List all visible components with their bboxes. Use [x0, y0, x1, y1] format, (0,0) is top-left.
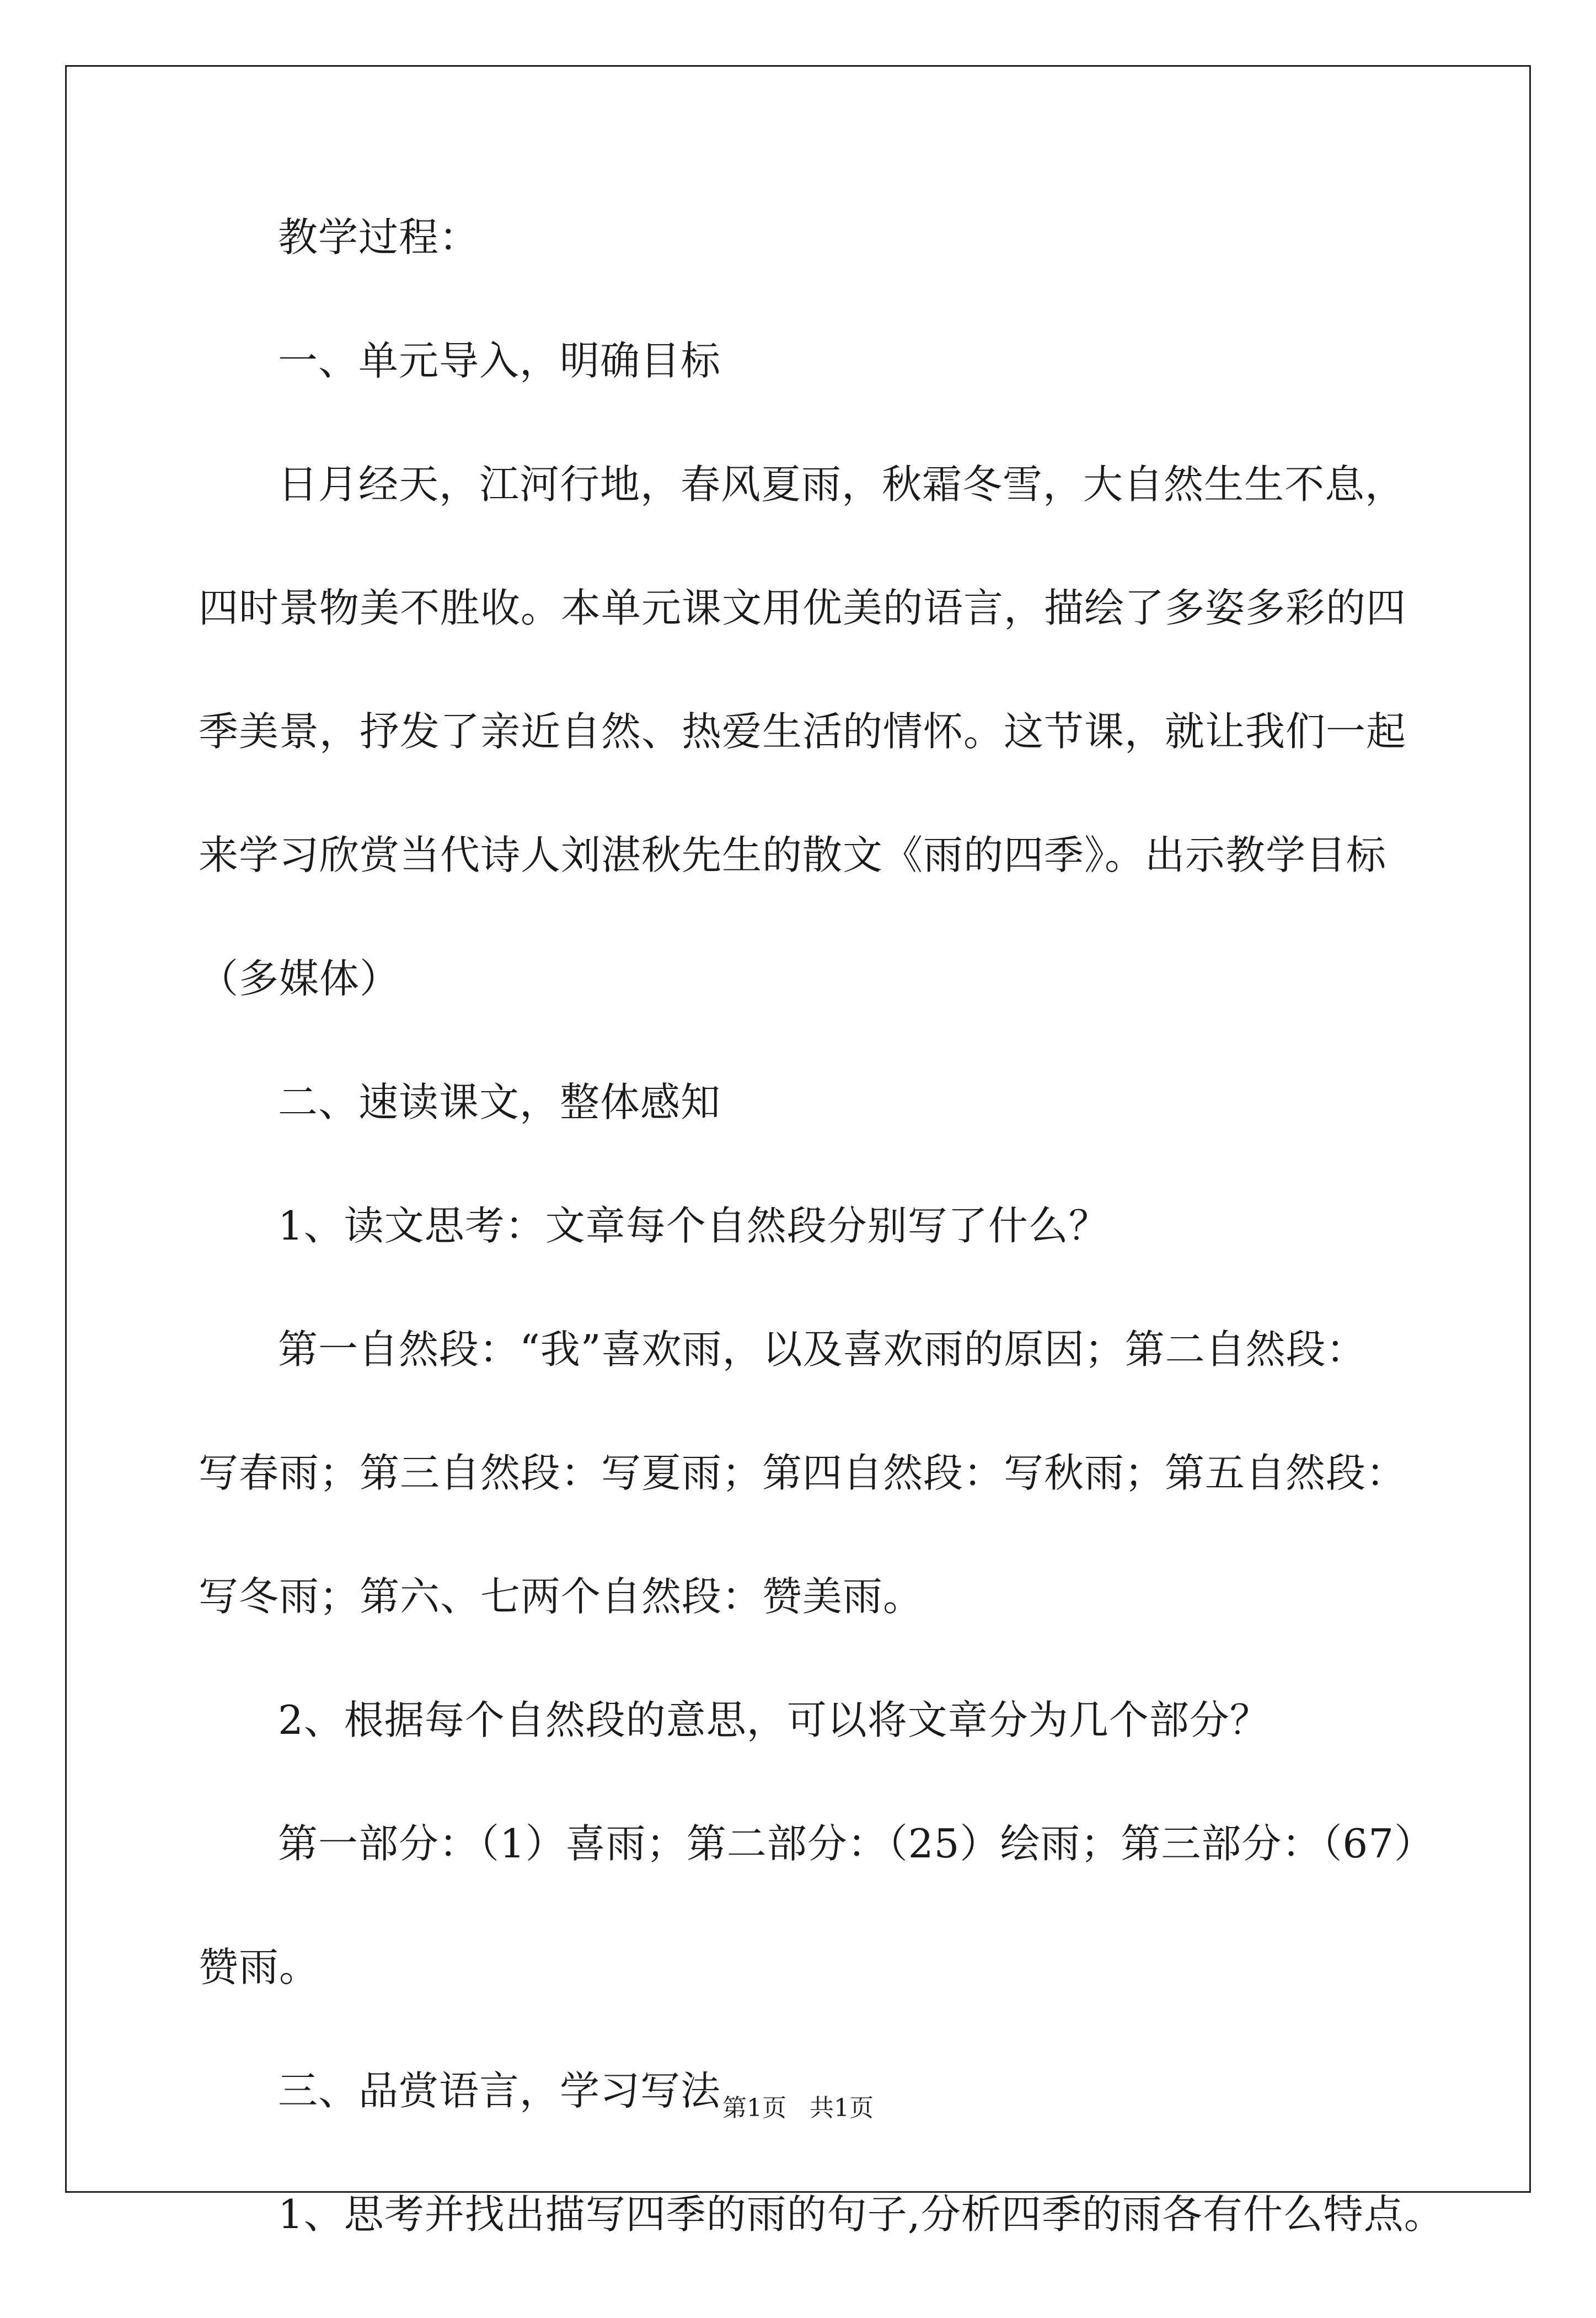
text-line: 日月经天，江河行地，春风夏雨，秋霜冬雪，大自然生生不息， — [278, 461, 1406, 508]
page-footer — [0, 2095, 1596, 2122]
text-line: （多媒体） — [199, 955, 400, 1002]
text-line: 写冬雨；第六、七两个自然段：赞美雨。 — [199, 1573, 924, 1620]
text-line: 教学过程： — [278, 214, 480, 260]
text-line: 1、读文思考：文章每个自然段分别写了什么？ — [278, 1203, 1109, 1249]
text-line: 1、思考并找出描写四季的雨的句子,分析四季的雨各有什么特点。 — [278, 2191, 1444, 2237]
text-line: 来学习欣赏当代诗人刘湛秋先生的散文《雨的四季》。出示教学目标 — [199, 832, 1387, 878]
text-line: 季美景，抒发了亲近自然、热爱生活的情怀。这节课，就让我们一起 — [199, 708, 1407, 755]
section-heading-intro — [199, 338, 1406, 384]
text-line: 第一部分：（1）喜雨；第二部分：（25）绘雨；第三部分：（67） — [278, 1820, 1435, 1867]
question-3 — [199, 2191, 1444, 2237]
section-heading-process — [199, 214, 1406, 260]
page-number-total: 共1页 — [810, 2094, 874, 2122]
paragraph-intro — [199, 461, 1407, 1002]
text-line: 写春雨；第三自然段：写夏雨；第四自然段：写秋雨；第五自然段： — [199, 1450, 1407, 1496]
text-line: 一、单元导入，明确目标 — [278, 338, 721, 384]
text-line: 二、速读课文，整体感知 — [278, 1079, 721, 1125]
section-heading-reading — [199, 1079, 1406, 1125]
page-number-current: 第1页 — [722, 2094, 786, 2122]
question-2 — [199, 1697, 1406, 1743]
document-body — [199, 214, 1444, 2318]
text-line: 赞雨。 — [199, 1944, 320, 1990]
text-line: 四时景物美不胜收。本单元课文用优美的语言，描绘了多姿多彩的四 — [199, 585, 1407, 631]
text-line: 2、根据每个自然段的意思，可以将文章分为几个部分？ — [278, 1697, 1270, 1743]
answer-2 — [199, 1820, 1435, 1990]
question-1 — [199, 1203, 1406, 1249]
text-line: 三、品赏语言，学习写法 — [278, 2068, 721, 2114]
text-line: 第一自然段：“我”喜欢雨，以及喜欢雨的原因；第二自然段： — [278, 1326, 1367, 1372]
answer-1 — [199, 1326, 1407, 1620]
